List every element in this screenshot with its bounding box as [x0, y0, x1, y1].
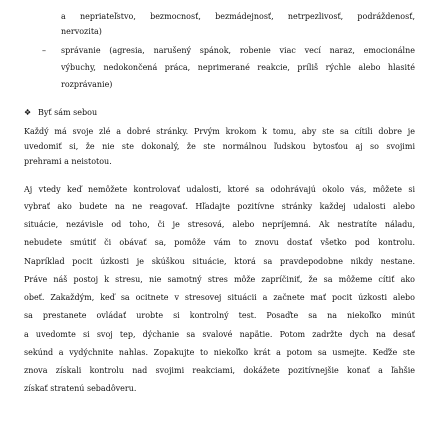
para2-line-1: Aj vtedy keď nemôžete kontrolovať udalosti, ktoré sa odohrávajú okolo vás, môžete si [24, 185, 415, 194]
para3-line-5: a uvedomte si svoj tep, dýchanie sa svalové napätie. Potom zadržte dych na desať [24, 330, 415, 339]
section-title: Byť sám sebou [38, 108, 98, 117]
para3-line-6: sekúnd a vydýchnite nahlas. Zopakujte to niekoľko krát a potom sa usmejte. Keďže ste [24, 348, 415, 357]
bullet-2-line-1: správanie (agresia, narušený spánok, robenie viac vecí naraz, emocionálne [61, 46, 415, 55]
para1-line-2: uvedomiť si, že nie ste dokonalý, že ste normálnou ľudskou bytosťou aj so svojimi [24, 142, 415, 151]
para1-line-3: prehrami a neistotou. [24, 157, 112, 166]
para2-line-2: vybrať ako budete na ne reagovať. Hľadajte pozitívne stránky každej udalosti alebo [24, 202, 415, 211]
para3-line-3: obeť. Zakaždým, keď sa ocitnete v stresovej situácii a začnete mať pocit úzkosti alebo [24, 293, 415, 302]
diamond-bullet-icon: ❖ [24, 108, 32, 117]
bullet-1-line-1: a nepriateľstvo, bezmocnosť, bezmádejnosť, netrpezlivosť, podráždenosť, [61, 12, 415, 21]
para3-line-1: Napríklad pocit úzkosti je skúškou situácie, ktorá sa pravdepodobne nikdy nestane. [24, 257, 415, 266]
bullet-1-line-2: nervozita) [61, 27, 102, 36]
para3-line-2: Práve náš postoj k stresu, nie samotný stres môže zapríčiniť, že sa môžeme cítiť ako [24, 275, 415, 284]
para1-line-1: Každý má svoje zlé a dobré stránky. Prvým krokom k tomu, aby ste sa cítili dobre je [24, 127, 415, 136]
para2-line-3: situácie, nezávisle od toho, či je stresová, alebo nepríjemná. Ak nestratíte náladu, [24, 220, 415, 229]
para3-line-4: sa prestanete ovládať urobte si kontrolný test. Posaďte sa na niekoľko minút [24, 311, 415, 320]
bullet-2-line-2: výbuchy, nedokončená práca, neprimerané reakcie, príliš rýchle alebo hlasité [61, 63, 415, 72]
para2-line-4: nebudete smútiť či obávať sa, pomôže vám to znovu dostať všetko pod kontrolu. [24, 238, 415, 247]
bullet-2-line-3: rozprávanie) [61, 80, 113, 89]
bullet-dash: – [42, 46, 46, 55]
para3-line-8: získať stratenú sebadôveru. [24, 384, 137, 393]
para3-line-7: znova získali kontrolu nad svojimi reakciami, dokážete pozitívnejšie konať a ľahšie [24, 366, 415, 375]
